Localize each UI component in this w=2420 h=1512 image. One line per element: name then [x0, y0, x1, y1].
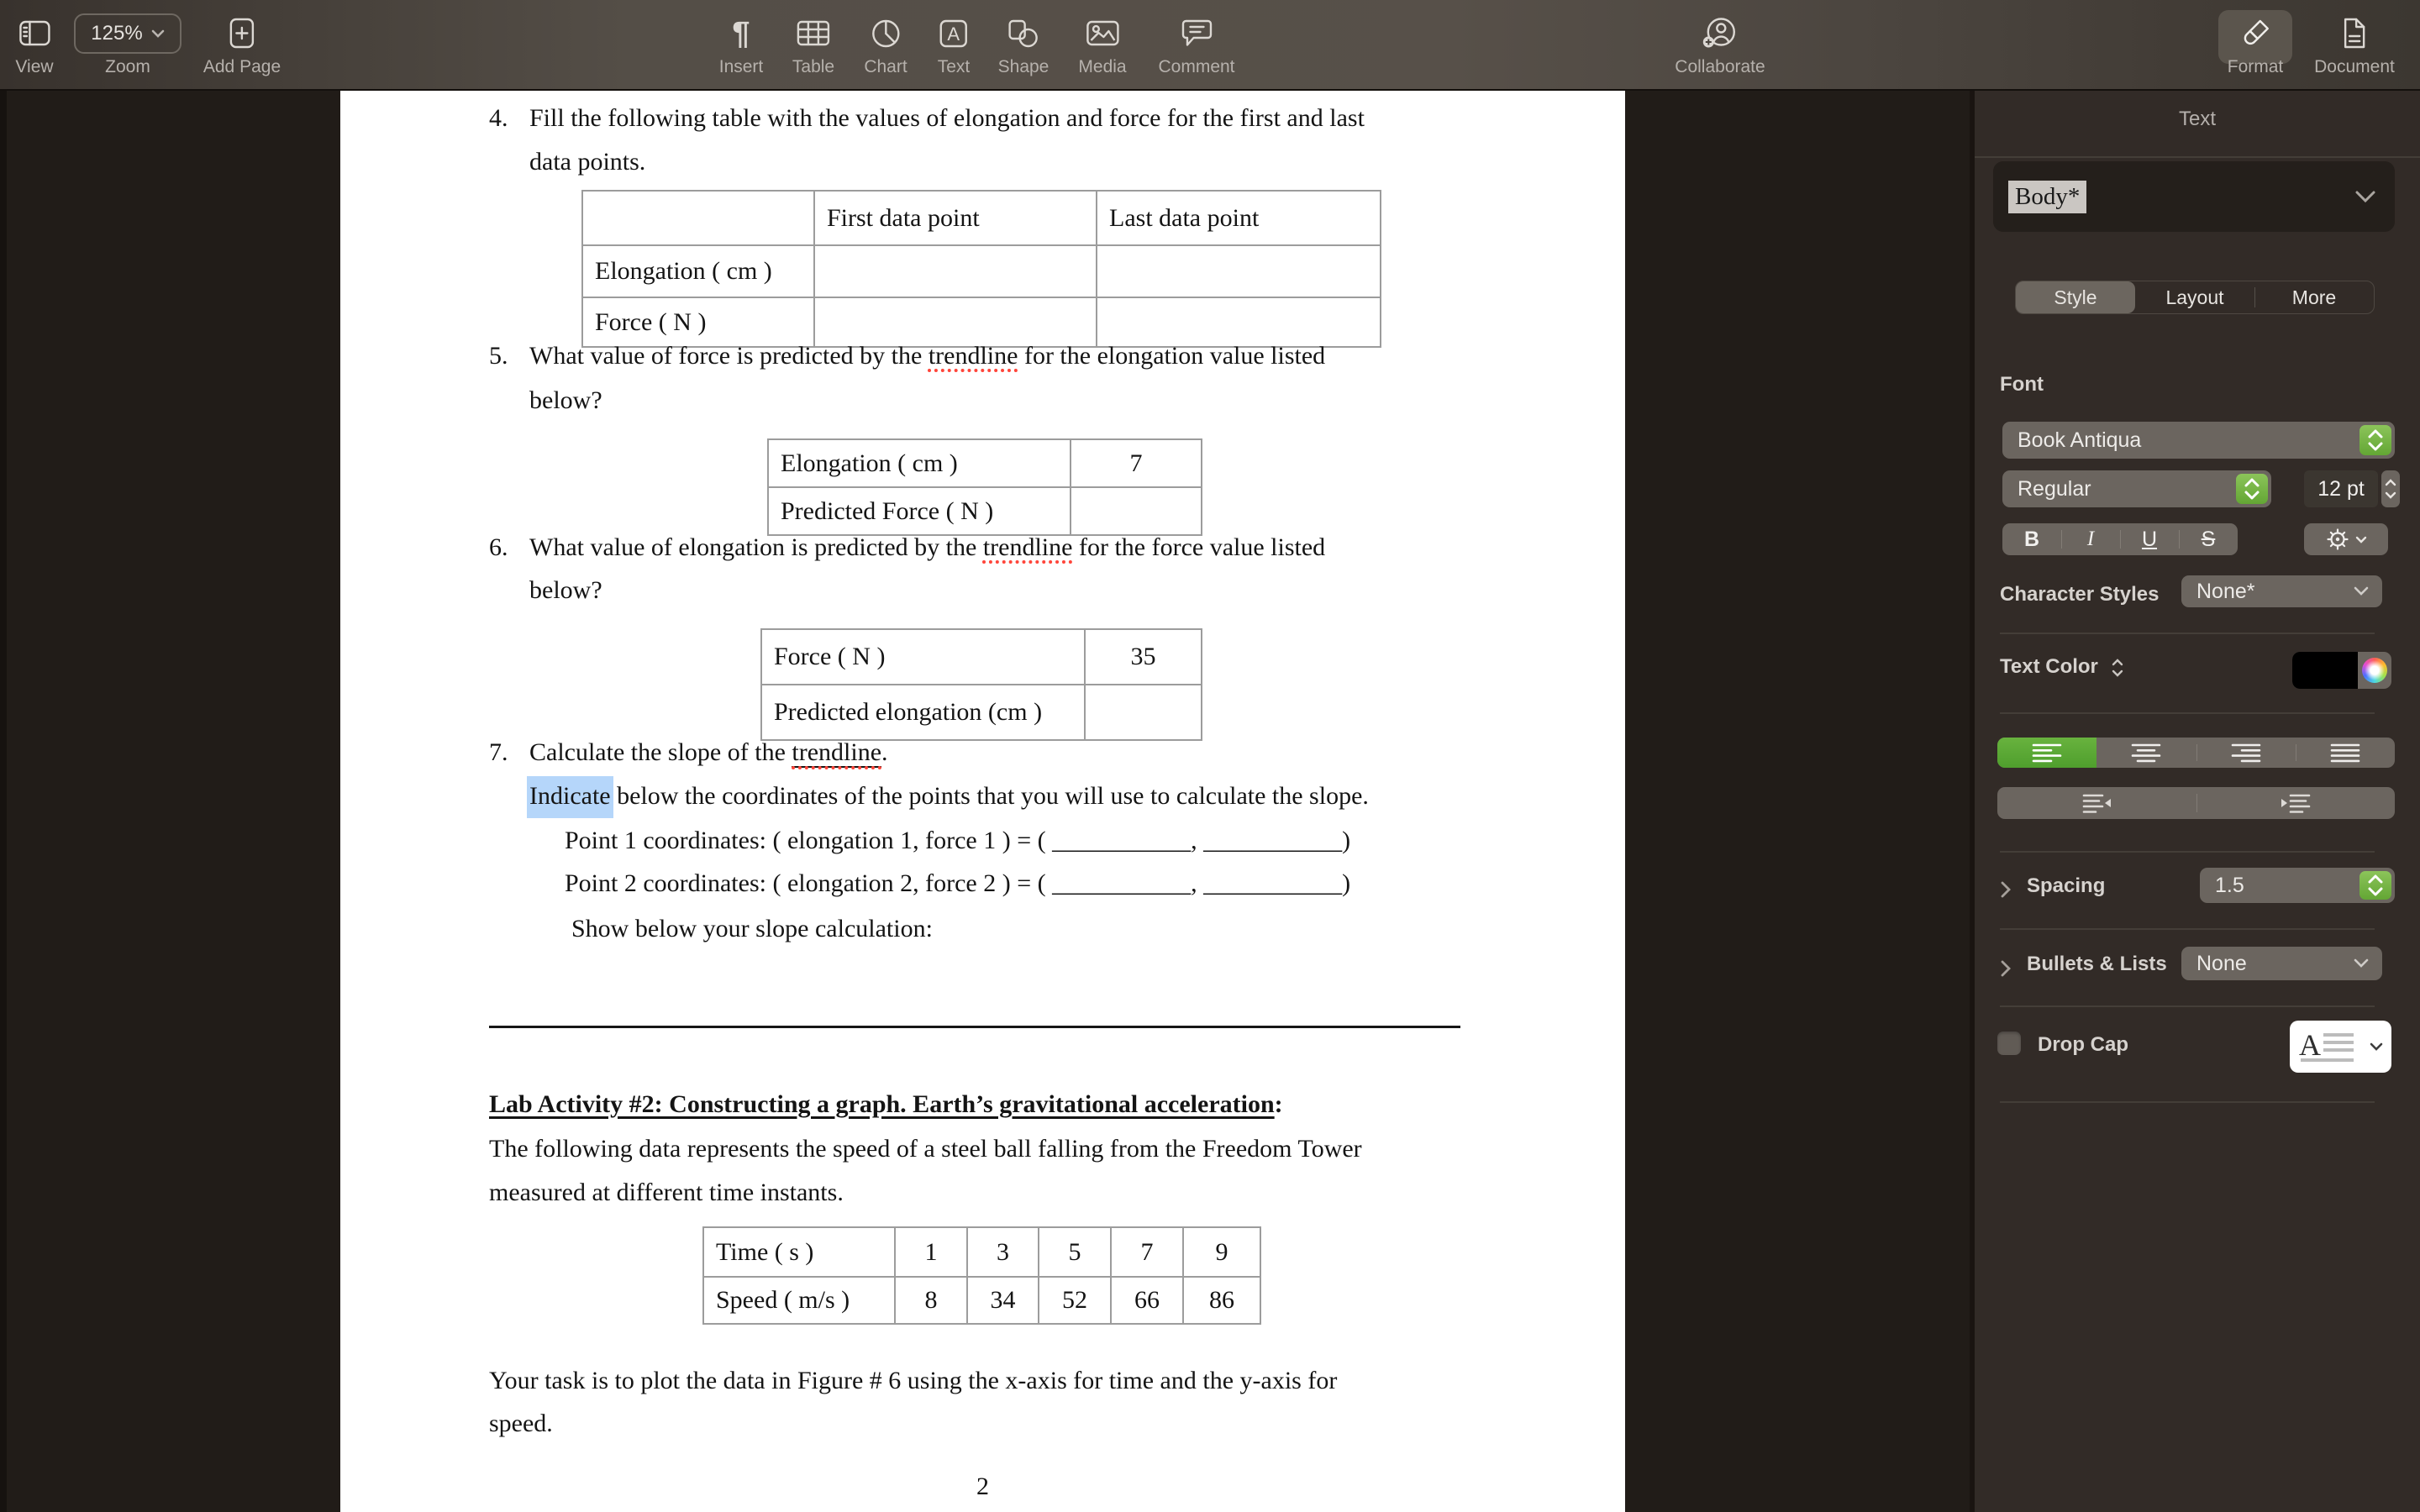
chart-icon [864, 12, 907, 55]
svg-text:A: A [2299, 1028, 2321, 1062]
format-label: Format [2227, 57, 2284, 76]
chevron-down-icon [2354, 958, 2369, 969]
increase-indent-button[interactable] [2196, 787, 2396, 819]
question-4-line-2: data points. [529, 148, 646, 176]
text-color-label: Text Color [2000, 655, 2124, 679]
comment-icon [1158, 12, 1234, 55]
table4-speed-value: 8 [894, 1276, 966, 1323]
text-label: Text [937, 57, 971, 76]
predicted-force-table [767, 438, 1202, 536]
add-page-label: Add Page [203, 57, 281, 76]
bullets-lists-value: None [2196, 951, 2247, 975]
tab-more[interactable]: More [2254, 281, 2374, 313]
table1-header-first[interactable]: First data point [813, 192, 1096, 244]
table1-row-elongation: Elongation ( cm ) [583, 244, 813, 297]
table4-time-value: 9 [1182, 1228, 1260, 1276]
gear-icon [2325, 526, 2352, 553]
table2-value-predicted-force[interactable] [1070, 486, 1201, 534]
character-styles-label: Character Styles [2000, 583, 2160, 606]
spacing-select[interactable] [2200, 868, 2395, 903]
task-line-2: speed. [489, 1410, 553, 1437]
chevron-down-icon [2355, 536, 2367, 543]
question-5-line-2: below? [529, 386, 602, 414]
stepper-icon [2111, 657, 2124, 679]
document-page[interactable] [340, 91, 1625, 1512]
bullets-disclosure-chevron[interactable] [2000, 959, 2012, 978]
toolbar [0, 0, 2420, 91]
divider [1975, 156, 2420, 158]
paragraph-style-dropdown[interactable] [1993, 161, 2395, 232]
underline-button[interactable]: U [2120, 523, 2179, 555]
table4-time-value: 5 [1038, 1228, 1110, 1276]
document-label: Document [2314, 57, 2395, 76]
question-5-line-1: 5. What value of force is predicted by the trendline for the elongation value listed [489, 342, 1326, 370]
lab-activity-title: Lab Activity #2: Constructing a graph. Earth’s gravitational acceleration: [489, 1090, 1283, 1118]
table4-speed-value: 52 [1038, 1276, 1110, 1323]
bullets-lists-select[interactable] [2181, 947, 2382, 980]
chevron-down-icon [151, 29, 165, 38]
font-size-stepper[interactable] [2381, 470, 2400, 507]
chevron-down-icon [2354, 190, 2376, 203]
chart-label: Chart [864, 57, 908, 76]
table3-value-force[interactable]: 35 [1084, 630, 1201, 684]
character-styles-select[interactable] [2181, 575, 2382, 607]
insert-label: Insert [718, 57, 764, 76]
page-number: 2 [976, 1473, 989, 1500]
svg-text:A: A [947, 24, 960, 45]
strikethrough-button[interactable]: S [2179, 523, 2238, 555]
tab-style[interactable]: Style [2016, 281, 2135, 313]
drop-cap-label: Drop Cap [2038, 1033, 2128, 1056]
stepper-icon[interactable] [2360, 425, 2391, 455]
elongation-force-table [581, 190, 1381, 348]
table4-speed-value: 86 [1182, 1276, 1260, 1323]
table3-label-force: Force ( N ) [774, 643, 886, 670]
indicate-line: Indicate below the coordinates of the points that you will use to calculate the slope. [529, 780, 1369, 813]
predicted-elongation-table [760, 628, 1202, 741]
table4-time-value: 7 [1110, 1228, 1182, 1276]
inspector-title: Text [2178, 108, 2216, 130]
text-button[interactable] [938, 12, 971, 77]
view-label: View [15, 57, 54, 76]
stepper-icon[interactable] [2360, 871, 2391, 900]
table1-header-last[interactable]: Last data point [1096, 192, 1380, 244]
font-style-buttons [2002, 523, 2238, 555]
font-family-select[interactable] [2002, 422, 2395, 459]
color-wheel-icon [2362, 658, 2387, 683]
document-button[interactable] [2314, 12, 2395, 77]
table2-label-elongation: Elongation ( cm ) [781, 449, 958, 477]
alignment-buttons [1997, 738, 2395, 768]
misspelled-word: trendline [928, 342, 1018, 370]
font-size-value: 12 pt [2317, 476, 2365, 501]
chevron-down-icon [2370, 1042, 2383, 1052]
question-6-line-1: 6. What value of elongation is predicted by the trendline for the force value listed [489, 533, 1326, 561]
comment-button[interactable] [1158, 12, 1234, 77]
insert-pilcrow-icon: ¶ [732, 16, 750, 51]
table4-time-value: 1 [894, 1228, 966, 1276]
font-family-value: Book Antiqua [2018, 428, 2142, 452]
lab-intro-line-1: The following data represents the speed of a steel ball falling from the Freedom Tower [489, 1135, 1362, 1163]
question-6-line-2: below? [529, 576, 602, 604]
add-page-icon [203, 12, 281, 55]
format-button[interactable] [2228, 12, 2284, 77]
zoom-value: 125% [91, 22, 143, 45]
divider [2000, 1101, 2375, 1103]
character-styles-value: None* [2196, 579, 2255, 603]
table4-speed-label: Speed ( m/s ) [704, 1276, 894, 1323]
divider [2000, 928, 2375, 930]
table1-cell-empty[interactable] [1096, 244, 1380, 297]
inspector-tabs [2015, 281, 2375, 314]
table4-speed-value: 66 [1110, 1276, 1182, 1323]
align-left-button[interactable] [1997, 738, 2096, 768]
show-calculation-line: Show below your slope calculation: [571, 915, 933, 942]
media-label: Media [1078, 57, 1127, 76]
stepper-icon[interactable] [2236, 474, 2268, 504]
collaborate-button[interactable] [1675, 12, 1765, 77]
shape-icon [998, 12, 1050, 55]
bullets-lists-label: Bullets & Lists [2027, 953, 2167, 975]
table2-label-predicted-force: Predicted Force ( N ) [769, 486, 1070, 534]
indent-buttons [1997, 787, 2395, 819]
selected-text[interactable]: Indicate [527, 776, 613, 818]
view-icon [15, 12, 53, 55]
divider [2000, 712, 2375, 714]
bold-button[interactable]: B [2023, 527, 2040, 551]
shape-button[interactable] [998, 12, 1050, 77]
insert-button[interactable] [719, 12, 764, 77]
zoom-value-dropdown[interactable] [74, 13, 182, 54]
view-button[interactable] [15, 12, 53, 77]
text-color-well[interactable] [2292, 652, 2391, 689]
table4-time-value: 3 [966, 1228, 1038, 1276]
decrease-indent-button[interactable] [1997, 787, 2196, 819]
table3-label-predicted-elongation: Predicted elongation (cm ) [762, 684, 1084, 739]
table-icon [792, 12, 834, 55]
outdent-icon [2081, 792, 2112, 814]
font-typeface-value: Regular [2018, 476, 2091, 501]
collaborate-label: Collaborate [1675, 57, 1765, 76]
add-page-button[interactable] [203, 12, 281, 77]
table4-speed-value: 34 [966, 1276, 1038, 1323]
table2-value-elongation[interactable]: 7 [1070, 440, 1201, 486]
zoom-control[interactable] [74, 12, 182, 77]
spacing-label: Spacing [2027, 874, 2106, 897]
lab-intro-line-2: measured at different time instants. [489, 1179, 844, 1206]
font-section-label: Font [2000, 373, 2044, 396]
divider [2000, 1005, 2375, 1007]
media-button[interactable] [1078, 12, 1126, 77]
shape-label: Shape [997, 57, 1050, 76]
table1-row-force: Force ( N ) [583, 297, 813, 346]
table4-time-label: Time ( s ) [716, 1237, 814, 1266]
task-line-1: Your task is to plot the data in Figure # 6 using the x-axis for time and the y-axis for [489, 1367, 1338, 1394]
document-icon [2314, 12, 2395, 55]
spacing-value: 1.5 [2215, 873, 2244, 897]
collaborate-icon [1675, 12, 1765, 55]
point-2-line: Point 2 coordinates: ( elongation 2, force 2 ) = ( ___________, ___________) [565, 869, 1351, 897]
align-justify-icon [2330, 743, 2360, 763]
point-1-line: Point 1 coordinates: ( elongation 1, force 1 ) = ( ___________, ___________) [565, 827, 1351, 854]
current-color-swatch[interactable] [2292, 652, 2358, 689]
align-center-icon [2131, 743, 2161, 763]
font-size-field[interactable] [2304, 470, 2378, 507]
align-justify-button[interactable] [2296, 738, 2395, 768]
align-right-button[interactable] [2196, 738, 2296, 768]
paragraph-style-value: Body* [2008, 181, 2086, 213]
indent-icon [2280, 792, 2312, 814]
comment-label: Comment [1158, 57, 1235, 76]
divider [2000, 633, 2375, 634]
table-label: Table [792, 57, 835, 76]
misspelled-word: trendline [792, 738, 882, 766]
text-box-icon [938, 12, 971, 55]
advanced-font-button[interactable] [2304, 523, 2388, 555]
chart-button[interactable] [864, 12, 907, 77]
table3-value-predicted-elongation[interactable] [1084, 684, 1201, 739]
zoom-label: Zoom [105, 57, 150, 76]
align-center-button[interactable] [2096, 738, 2196, 768]
table1-cell-empty[interactable] [813, 244, 1096, 297]
media-icon [1078, 12, 1126, 55]
misspelled-word: trendline [982, 533, 1073, 561]
format-brush-icon [2228, 12, 2284, 55]
divider [2000, 851, 2375, 853]
drop-cap-style-button[interactable] [2290, 1021, 2391, 1073]
drop-cap-checkbox[interactable] [1997, 1032, 2021, 1055]
drop-cap-icon [2298, 1027, 2357, 1066]
table-button[interactable] [792, 12, 834, 77]
align-left-icon [2032, 743, 2062, 763]
chevron-down-icon [2354, 586, 2369, 596]
format-inspector [1970, 91, 2420, 1512]
document-canvas [0, 91, 1976, 1512]
color-picker-button[interactable] [2358, 652, 2391, 689]
time-speed-table [702, 1226, 1261, 1325]
font-typeface-select[interactable] [2002, 470, 2271, 507]
italic-button[interactable]: I [2061, 523, 2120, 555]
blank-answer-line [489, 1026, 1460, 1028]
question-4-line-1: 4. Fill the following table with the values of elongation and force for the first and last [489, 104, 1365, 132]
spacing-disclosure-chevron[interactable] [2000, 880, 2012, 899]
question-7-line: 7. Calculate the slope of the trendline. [489, 738, 888, 766]
align-right-icon [2231, 743, 2261, 763]
tab-layout[interactable]: Layout [2165, 286, 2224, 308]
